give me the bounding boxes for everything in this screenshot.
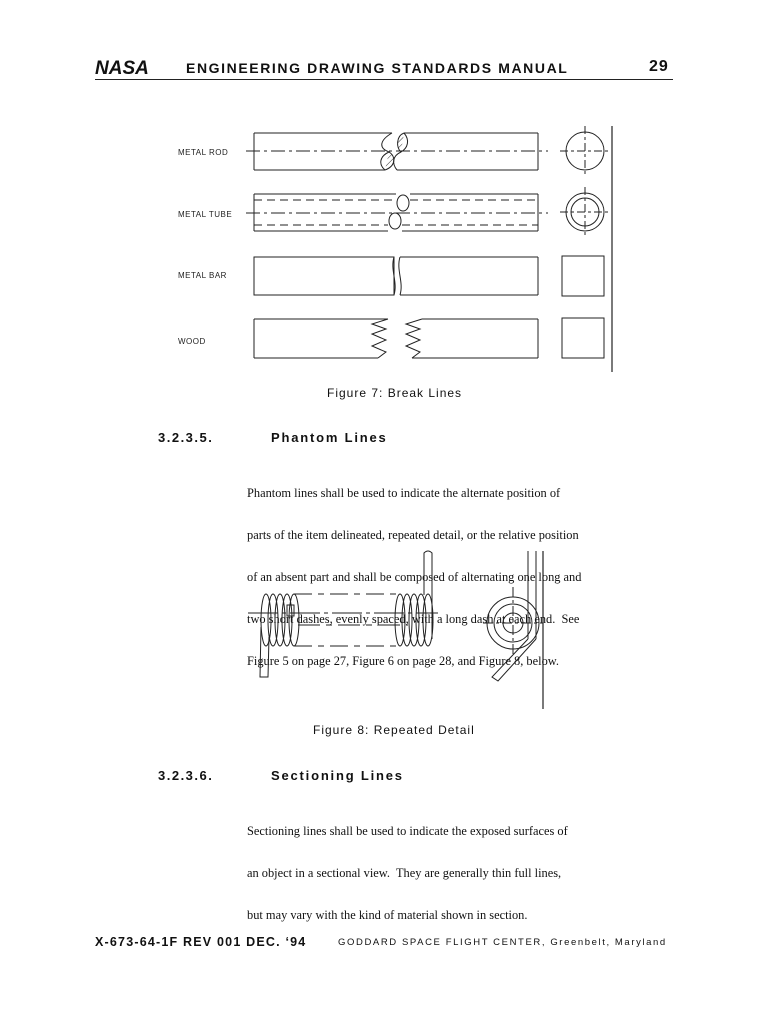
section-3236-title: Sectioning Lines bbox=[271, 768, 404, 783]
figure-7-break-lines bbox=[160, 120, 620, 380]
body-line: Sectioning lines shall be used to indicate the exposed surfaces of bbox=[247, 824, 568, 838]
header-rule bbox=[95, 79, 673, 80]
page-number: 29 bbox=[649, 58, 669, 75]
body-line: Phantom lines shall be used to indicate the alternate position of bbox=[247, 486, 561, 500]
body-line: two short dashes, evenly spaced, with a long dash at each end. See bbox=[247, 612, 580, 626]
footer-document-id: X-673-64-1F REV 001 DEC. ‘94 bbox=[95, 935, 307, 949]
body-line: parts of the item delineated, repeated detail, or the relative position bbox=[247, 528, 579, 542]
metal-rod-drawing bbox=[246, 126, 610, 176]
body-line: an object in a sectional view. They are generally thin full lines, bbox=[247, 866, 562, 880]
section-3236-number: 3.2.3.6. bbox=[158, 768, 214, 783]
footer-organization: GODDARD SPACE FLIGHT CENTER, Greenbelt, Maryland bbox=[338, 937, 667, 948]
label-metal-tube: METAL TUBE bbox=[178, 210, 233, 219]
label-metal-rod: METAL ROD bbox=[178, 148, 229, 157]
metal-tube-drawing bbox=[246, 187, 610, 237]
body-line: of an absent part and shall be composed of alternating one long and bbox=[247, 570, 582, 584]
wood-drawing bbox=[254, 318, 604, 358]
figure-8-caption: Figure 8: Repeated Detail bbox=[313, 723, 475, 737]
header-title: ENGINEERING DRAWING STANDARDS MANUAL bbox=[186, 60, 569, 76]
left-coil-group bbox=[260, 594, 299, 677]
right-coil-group bbox=[395, 551, 433, 646]
metal-bar-drawing bbox=[254, 256, 604, 296]
nasa-logo: NASA bbox=[95, 58, 149, 79]
figure-7-caption: Figure 7: Break Lines bbox=[327, 386, 463, 400]
figure-8-repeated-detail bbox=[228, 547, 558, 712]
section-3236-body bbox=[247, 796, 568, 936]
side-view bbox=[483, 551, 543, 709]
body-line: but may vary with the kind of material shown in section. bbox=[247, 908, 528, 922]
body-line: Figure 5 on page 27, Figure 6 on page 28, and Figure 8, below. bbox=[247, 654, 560, 668]
section-3235-title: Phantom Lines bbox=[271, 430, 388, 445]
label-wood: WOOD bbox=[178, 337, 206, 346]
section-3235-number: 3.2.3.5. bbox=[158, 430, 214, 445]
label-metal-bar: METAL BAR bbox=[178, 271, 227, 280]
